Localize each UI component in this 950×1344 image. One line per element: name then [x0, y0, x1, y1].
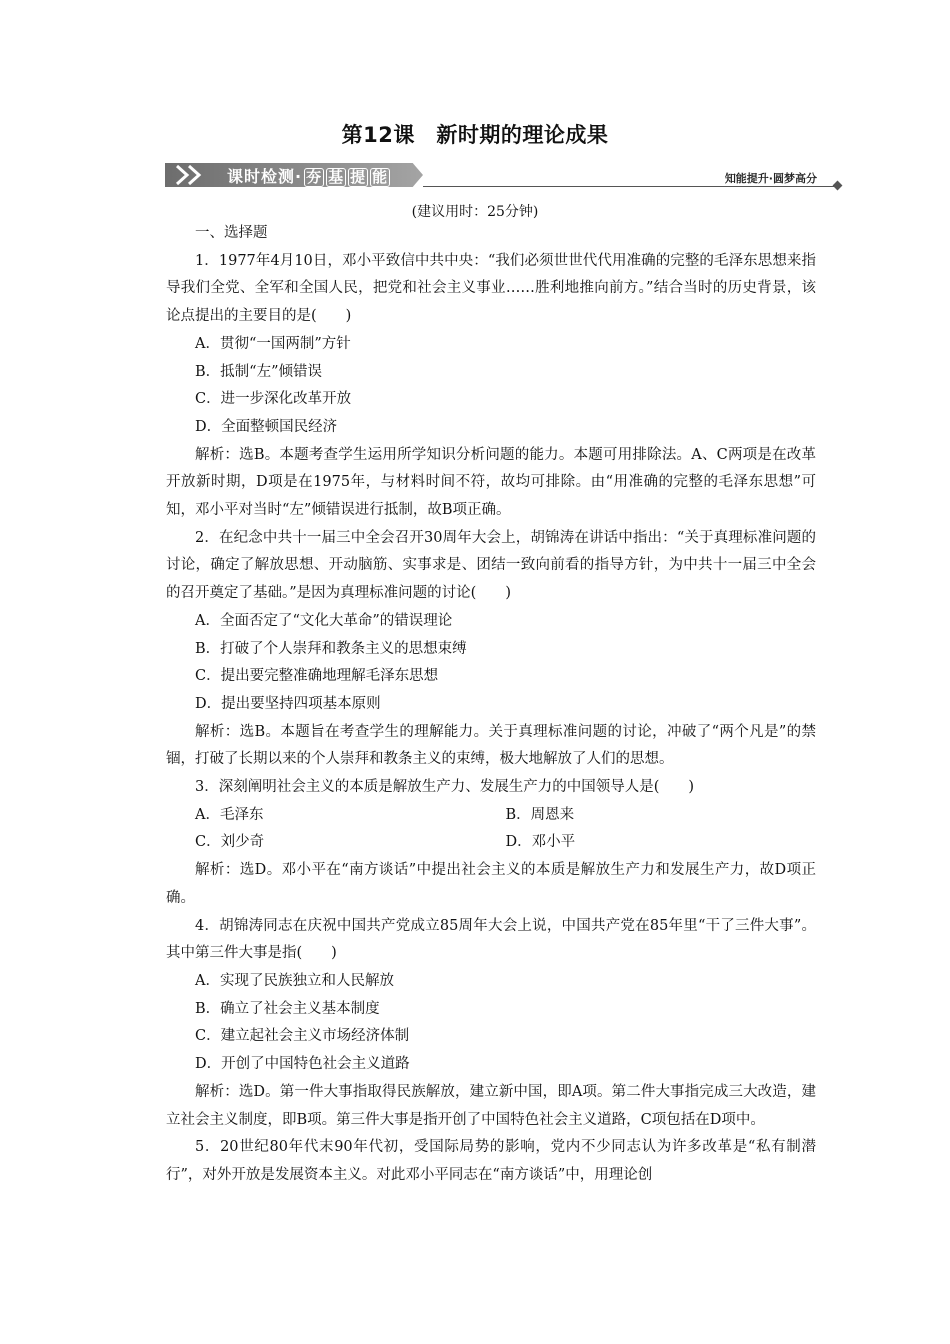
question-1-analysis: 解析：选B。本题考查学生运用所学知识分析问题的能力。本题可用排除法。A、C两项是在改革开放新时期，D项是在1975年，与材料时间不符，故均可排除。由“用准确的完整的毛泽东思想”可知，邓小平对当时“左”倾错误进行抵制，故B项正确。 — [166, 446, 816, 519]
question-1-option-d: D．全面整顿国民经济 — [195, 418, 338, 435]
question-2-option-c: C．提出要完整准确地理解毛泽东思想 — [195, 668, 439, 685]
question-3-analysis: 解析：选D。邓小平在“南方谈话”中提出社会主义的本质是解放生产力和发展生产力，故D项正确。 — [166, 862, 816, 906]
question-1-stem: 1．1977年4月10日，邓小平致信中共中央：“我们必须世世代代用准确的完整的毛泽东思想来指导我们全党、全军和全国人民，把党和社会主义事业……胜利地推向前方。”结合当时的历史背景，该论点提出的主要目的是( ) — [166, 252, 816, 325]
question-3-option-a: A．毛泽东 — [195, 806, 264, 823]
question-4-option-d: D．开创了中国特色社会主义道路 — [195, 1056, 410, 1073]
question-1-option-a: A．贯彻“一国两制”方针 — [195, 335, 351, 352]
section-banner — [165, 161, 845, 191]
section-heading: 一、选择题 — [195, 225, 268, 241]
question-3-options-row-1 — [166, 802, 816, 830]
question-2-option-a: A．全面否定了“文化大革命”的错误理论 — [195, 612, 453, 629]
question-3-option-b: B．周恩来 — [505, 806, 575, 823]
question-3-option-c: C．刘少奇 — [195, 834, 265, 851]
question-4-analysis: 解析：选D。第一件大事指取得民族解放，建立新中国，即A项。第二件大事指完成三大改造，建立社会主义制度，即B项。第三件大事是指开创了中国特色社会主义道路，C项包括在D项中。 — [166, 1083, 816, 1128]
question-2-option-b: B．打破了个人崇拜和教条主义的思想束缚 — [195, 640, 467, 657]
question-5-stem: 5．20世纪80年代末90年代初，受国际局势的影响，党内不少同志认为许多改革是“私有制潜行”，对外开放是发展资本主义。对此邓小平同志在“南方谈话”中，用理论创 — [166, 1139, 816, 1183]
double-chevron-icon — [173, 163, 221, 187]
question-4-option-b: B．确立了社会主义基本制度 — [195, 1000, 380, 1017]
question-1-option-c: C．进一步深化改革开放 — [195, 391, 352, 408]
question-2-stem: 2．在纪念中共十一届三中全会召开30周年大会上，胡锦涛在讲话中指出：“关于真理标准问题的讨论，确定了解放思想、开动脑筋、实事求是、团结一致向前看的指导方针，为中共十一届三中全会的召开奠定了基础。”是因为真理标准问题的讨论( ) — [166, 529, 816, 602]
question-4-option-c: C．建立起社会主义市场经济体制 — [195, 1028, 410, 1045]
question-3-options-row-2 — [166, 829, 816, 857]
diamond-icon — [833, 181, 843, 191]
page-title: 第12课 新时期的理论成果 — [341, 123, 609, 147]
banner-char-4: 能 — [372, 168, 389, 186]
banner-char-3: 提 — [350, 168, 367, 186]
question-3-stem: 3．深刻阐明社会主义的本质是解放生产力、发展生产力的中国领导人是( ) — [195, 779, 695, 796]
question-1-option-b: B．抵制“左”倾错误 — [195, 363, 322, 380]
banner-slogan: 知能提升·圆梦高分 — [724, 172, 817, 185]
question-2-option-d: D．提出要坚持四项基本原则 — [195, 695, 381, 712]
question-content — [166, 220, 816, 1190]
banner-char-2: 基 — [328, 168, 345, 186]
banner-label — [227, 164, 390, 187]
suggested-time: (建议用时：25分钟) — [411, 204, 539, 220]
question-3-option-d: D．邓小平 — [505, 834, 576, 851]
banner-left-text: 课时检测· — [227, 167, 303, 186]
question-2-analysis: 解析：选B。本题旨在考查学生的理解能力。关于真理标准问题的讨论，冲破了“两个凡是”的禁锢，打破了长期以来的个人崇拜和教条主义的束缚，极大地解放了人们的思想。 — [166, 723, 816, 768]
banner-char-1: 夯 — [306, 168, 323, 186]
question-4-stem: 4．胡锦涛同志在庆祝中国共产党成立85周年大会上说，中国共产党在85年里“干了三件大事”。其中第三件大事是指( ) — [166, 917, 816, 962]
question-4-option-a: A．实现了民族独立和人民解放 — [195, 972, 394, 989]
banner-rule — [423, 186, 835, 187]
